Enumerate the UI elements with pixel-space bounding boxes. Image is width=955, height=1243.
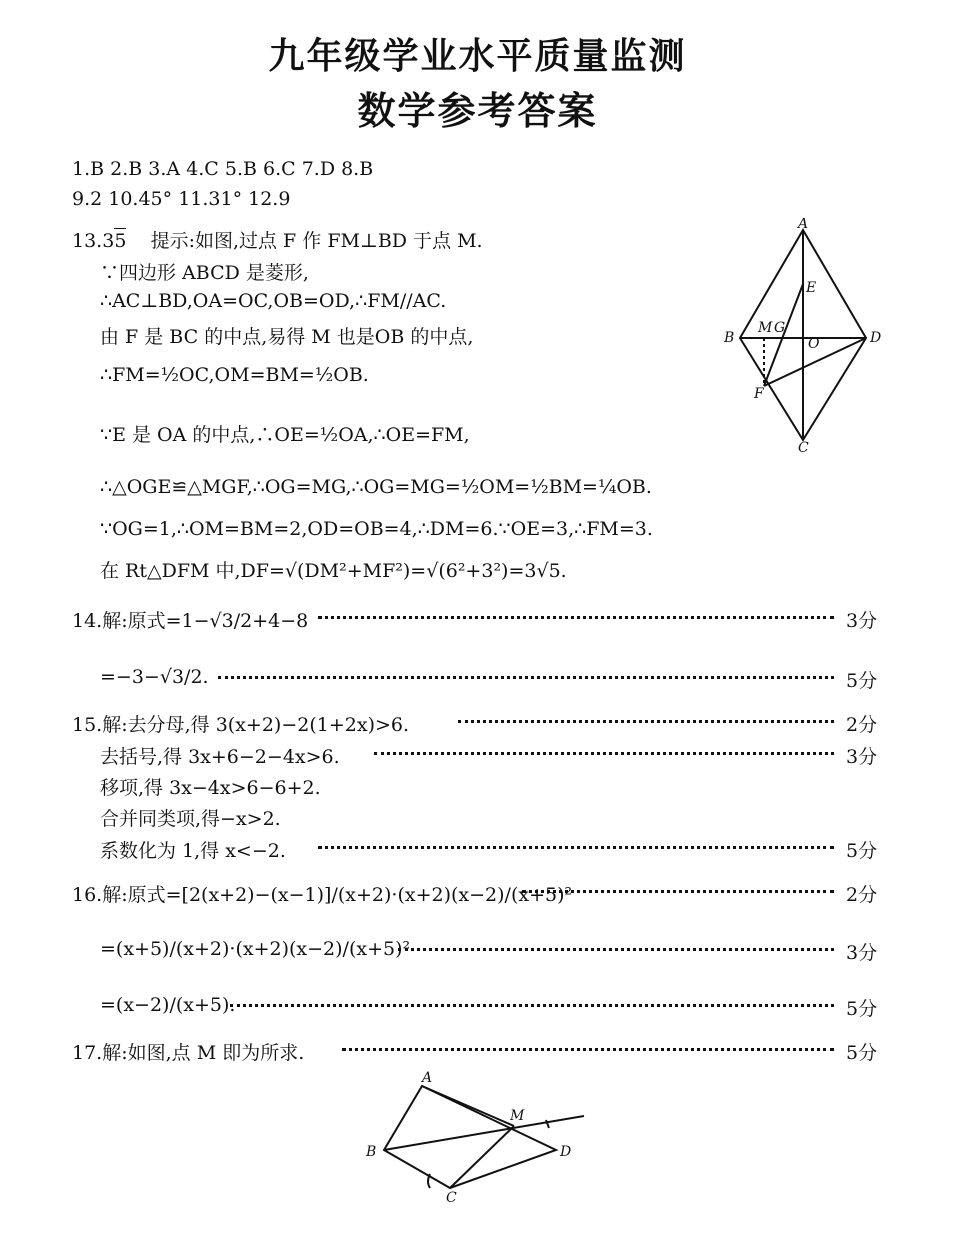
q16-line3: =(x−2)/(x+5). [100,994,236,1016]
q13-head: 13.35 提示:如图,过点 F 作 FM⊥BD 于点 M. [72,230,483,252]
label-e: E [806,280,817,296]
label-m: M [758,320,773,336]
q17-score1: 5分 [846,1042,878,1064]
label-c: C [798,440,809,454]
q13-line2: ∴AC⊥BD,OA=OC,OB=OD,∴FM//AC. [100,290,447,312]
q16-line1: 16.解:原式=[2(x+2)−(x−1)]/(x+2)·(x+2)(x−2)/(x+5)² [72,884,573,906]
q13-line4: ∴FM=½OC,OM=BM=½OB. [100,364,369,386]
label-a: A [422,1070,433,1086]
q15-line5: 系数化为 1,得 x<−2. [100,840,286,862]
q16-score1: 2分 [846,884,878,906]
q13-number: 13. [72,230,103,252]
q13-line1: ∵四边形 ABCD 是菱形, [100,262,309,284]
leader-dots [522,890,834,893]
q13-line7: ∵OG=1,∴OM=BM=2,OD=OB=4,∴DM=6.∵OE=3,∴FM=3. [100,518,653,540]
leader-dots [318,616,834,619]
label-d: D [560,1144,572,1160]
segment-cm [450,1126,514,1188]
label-c: C [446,1190,457,1204]
leader-dots [342,1048,834,1051]
label-d: D [870,330,882,346]
q16-score2: 3分 [846,942,878,964]
q15-line2: 去括号,得 3x+6−2−4x>6. [100,746,340,768]
label-a: A [798,218,809,232]
q13-line6: ∴△OGE≌△MGF,∴OG=MG,∴OG=MG=½OM=½BM=¼OB. [100,476,652,498]
q13-line3: 由 F 是 BC 的中点,易得 M 也是OB 的中点, [100,326,474,348]
q16-line2: =(x+5)/(x+2)·(x+2)(x−2)/(x+5)² [100,938,411,960]
ray-from-b [384,1116,584,1150]
q14-line1: 14.解:原式=1−√3/2+4−8 [72,610,309,632]
q15-score2: 3分 [846,746,878,768]
label-b: B [724,330,735,346]
q14-score1: 3分 [846,610,878,632]
q17-line1: 17.解:如图,点 M 即为所求. [72,1042,305,1064]
construction-figure [360,1064,600,1204]
rhombus-figure [718,218,888,454]
q13-line8: 在 Rt△DFM 中,DF=√(DM²+MF²)=√(6²+3²)=3√5. [100,560,567,582]
leader-dots [458,720,834,723]
q15-line1: 15.解:去分母,得 3(x+2)−2(1+2x)>6. [72,714,410,736]
arc-mark [428,1174,430,1188]
label-b: B [366,1144,377,1160]
label-g: G [774,320,786,336]
segment-am [422,1086,514,1126]
choice-answers: 1.B 2.B 3.A 4.C 5.B 6.C 7.D 8.B [72,158,374,180]
q13-line5: ∵E 是 OA 的中点,∴OE=½OA,∴OE=FM, [100,424,470,446]
q15-line3: 移项,得 3x−4x>6−6+2. [100,777,321,799]
leader-dots [218,676,834,679]
label-o: O [808,336,820,352]
page-subtitle: 数学参考答案 [357,89,598,133]
label-m: M [510,1108,525,1124]
leader-dots [374,752,834,755]
q15-line4: 合并同类项,得−x>2. [100,808,281,830]
q16-score3: 5分 [846,998,878,1020]
q14-line2: =−3−√3/2. [100,666,209,688]
fill-answers: 9.2 10.45° 11.31° 12.9 [72,188,291,210]
leader-dots [230,1004,834,1007]
q13-hint: 提示:如图,过点 F 作 FM⊥BD 于点 M. [150,230,483,252]
q15-score5: 5分 [846,840,878,862]
page-title: 九年级学业水平质量监测 [268,36,687,77]
q15-score1: 2分 [846,714,878,736]
leader-dots [318,846,834,849]
quadrilateral-abcd [384,1086,556,1188]
q14-score2: 5分 [846,670,878,692]
leader-dots [398,948,834,951]
label-f: F [754,386,764,402]
